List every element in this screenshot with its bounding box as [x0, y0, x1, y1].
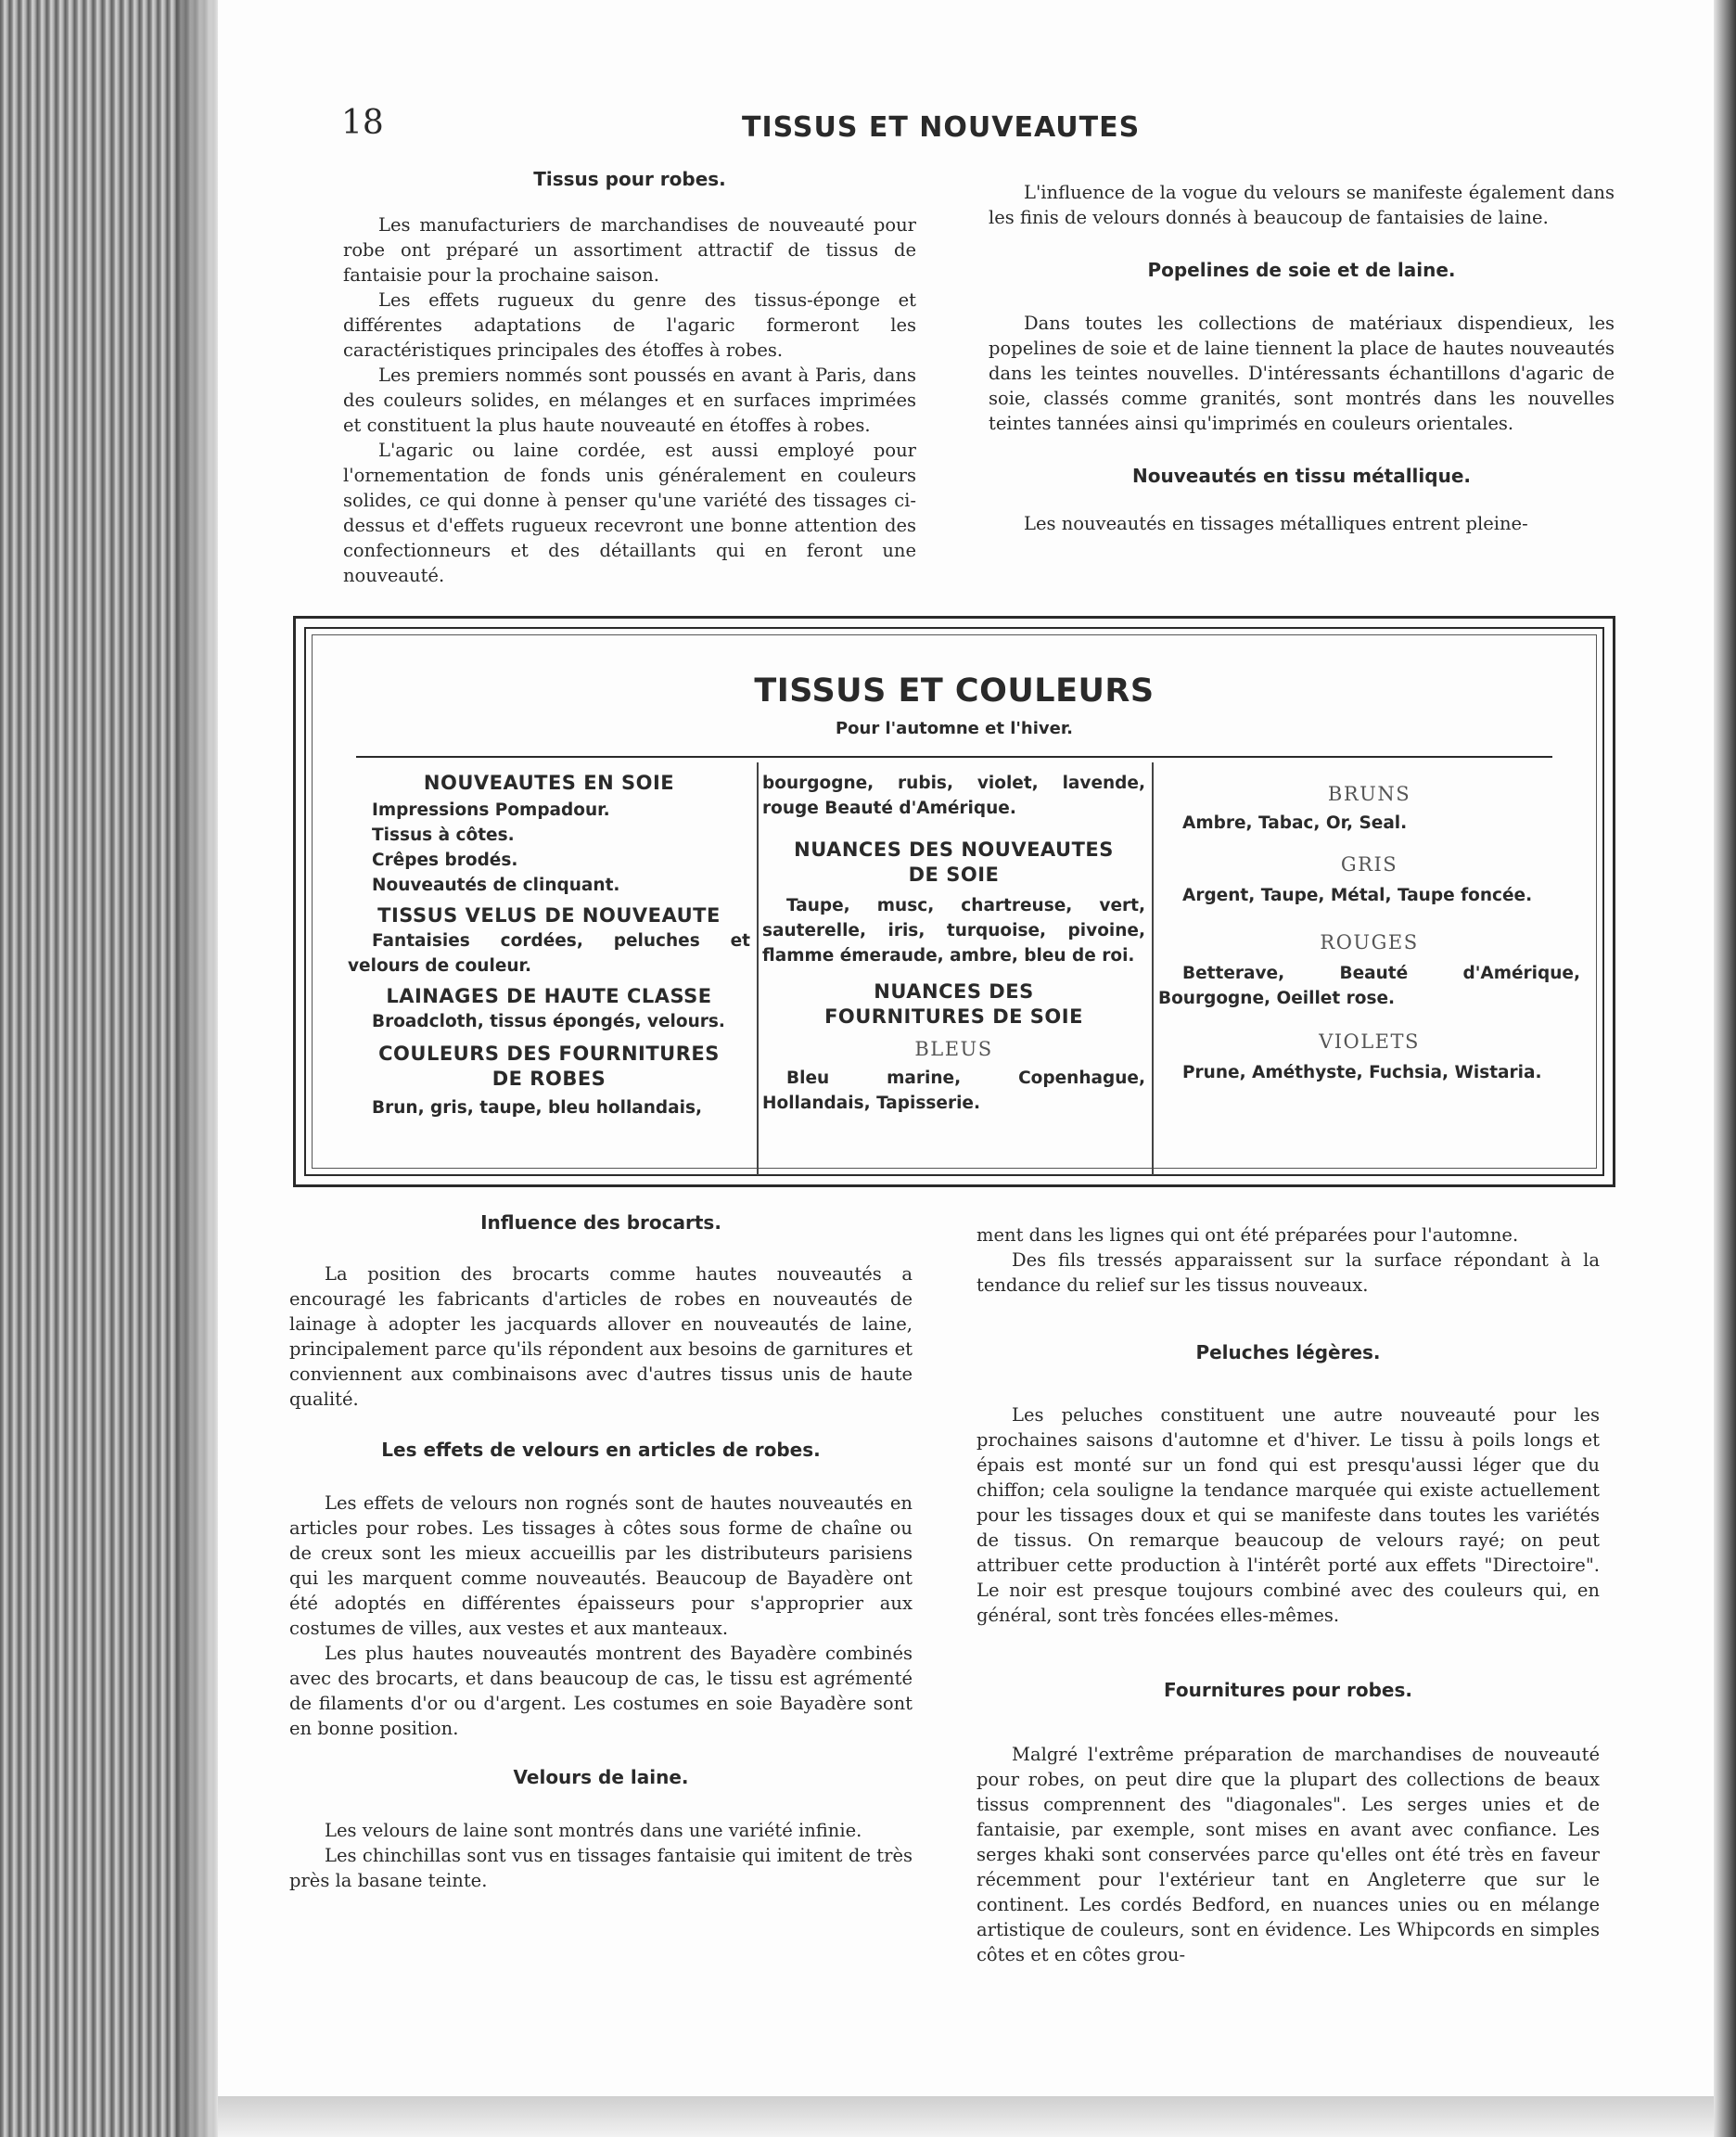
category-heading: ROUGES	[1320, 931, 1419, 953]
category-text: Fantaisies cordées, peluches et velours de couleur.	[348, 931, 750, 976]
category-text: Brun, gris, taupe, bleu hollandais,	[372, 1098, 703, 1118]
category-text: Prune, Améthyste, Fuchsia, Wistaria.	[1182, 1063, 1542, 1082]
category-heading: COULEURS DES FOURNITURES DE ROBES	[378, 1043, 720, 1090]
category-heading: VIOLETS	[1319, 1030, 1420, 1053]
category-heading: TISSUS VELUS DE NOUVEAUTE	[377, 904, 721, 927]
category-heading: NUANCES DES NOUVEAUTES DE SOIE	[794, 838, 1114, 886]
paragraph: Des fils tressés apparaissent sur la surface répondant à la tendance du relief sur les tissus nouveaux.	[976, 1249, 1600, 1296]
category-text: Broadcloth, tissus épongés, velours.	[372, 1012, 725, 1031]
right-page-edge	[1714, 0, 1736, 2137]
top-left-column	[343, 167, 916, 588]
box-column-3	[1158, 782, 1580, 1085]
paragraph: Les velours de laine sont montrés dans une variété infinie.	[325, 1820, 862, 1841]
section-heading: Influence des brocarts.	[480, 1211, 721, 1234]
paragraph: Les peluches constituent une autre nouveauté pour les prochaines saisons d'automne et d'hiver. Le tissu à poils longs et épais est monté sur un fond qui est presqu'aussi léger que du chiffon; cela souligne la tendance marquée qui existe actuellement pour les tissages doux et qui se manifeste dans toutes les variétés de tissus. On remarque beaucoup de velours rayé; on peut attribuer cette production à l'intérêt porté aux effets "Directoire". Le noir est presque toujours combiné avec des couleurs qui, en général, sont très foncées elles-mêmes.	[976, 1404, 1600, 1626]
paragraph: La position des brocarts comme hautes nouveautés a encouragé les fabricants d'articles de robes en nouveautés de lainage à adopter les jacquards allover en nouveautés de laine, principalement parce qu'ils répondent aux besoins de garnitures et conviennent aux combinaisons avec d'autres tissus unis de haute qualité.	[289, 1263, 913, 1410]
list-item: Crêpes brodés.	[372, 851, 518, 870]
section-heading: Tissus pour robes.	[533, 168, 726, 190]
tissus-couleurs-box	[293, 616, 1615, 1187]
category-text: Bleu marine, Copenhague, Hollandais, Tapisserie.	[762, 1068, 1145, 1113]
paragraph: Les nouveautés en tissages métalliques entrent pleine-	[1024, 513, 1528, 534]
category-text: Argent, Taupe, Métal, Taupe foncée.	[1182, 886, 1533, 905]
bottom-right-column	[976, 1222, 1600, 1967]
box-title: TISSUS ET COULEURS	[754, 672, 1155, 710]
box-rule	[356, 756, 1552, 758]
category-text: Ambre, Tabac, Or, Seal.	[1182, 813, 1408, 833]
section-heading: Velours de laine.	[513, 1766, 689, 1788]
list-item: Impressions Pompadour.	[372, 800, 610, 820]
column-divider	[757, 762, 759, 1175]
paragraph: L'influence de la vogue du velours se manifeste également dans les finis de velours donnés à beaucoup de fantaisies de laine.	[989, 182, 1615, 228]
category-heading: BRUNS	[1327, 783, 1411, 805]
category-heading: NOUVEAUTES EN SOIE	[423, 772, 675, 794]
box-column-1	[348, 771, 750, 1120]
running-head: TISSUS ET NOUVEAUTES	[742, 111, 1141, 144]
paragraph: Les effets de velours non rognés sont de hautes nouveautés en articles pour robes. Les tissages à côtes sous forme de chaîne ou de creux sont les mieux accueillis par les distributeurs parisiens qui les marquent comme nouveautés. Beaucoup de Bayadère ont été adoptés en différentes épaisseurs pour s'approprier aux costumes de villes, aux vestes et aux manteaux.	[289, 1492, 913, 1639]
list-item: Tissus à côtes.	[372, 825, 515, 845]
column-divider	[1152, 762, 1154, 1175]
category-text: Taupe, musc, chartreuse, vert, sauterelle, iris, turquoise, pivoine, flamme émeraude, ambre, bleu de roi.	[762, 896, 1145, 966]
page-bottom-shadow	[218, 2096, 1714, 2137]
box-column-2	[762, 771, 1145, 1116]
paragraph: Dans toutes les collections de matériaux dispendieux, les popelines de soie et de laine tiennent la place de hautes nouveautés dans les teintes nouvelles. D'intéressants échantillons d'agaric de soie, classés comme granités, sont montrés dans les nouvelles teintes tannées ainsi qu'imprimés en couleurs orientales.	[989, 313, 1615, 434]
list-item: Nouveautés de clinquant.	[372, 876, 620, 895]
paragraph: Les effets rugueux du genre des tissus-éponge et différentes adaptations de l'agaric formeront les caractéristiques principales des étoffes à robes.	[343, 289, 916, 361]
paragraph: Malgré l'extrême préparation de marchandises de nouveauté pour robes, on peut dire que la plupart des collections de beaux tissus comprennent des "diagonales". Les serges unies et de fantaisie, par exemple, sont mises en avant avec confiance. Les serges khaki sont conservées parce qu'elles ont été très en faveur récemment pour l'extérieur tant en Angleterre que sur le continent. Les cordés Bedford, en nuances unies ou en mélange artistique de couleurs, sont en évidence. Les Whipcords en simples côtes et en côtes grou-	[976, 1744, 1600, 1965]
paragraph: Les manufacturiers de marchandises de nouveauté pour robe ont préparé un assortiment attractif de tissus de fantaisie pour la prochaine saison.	[343, 214, 916, 286]
section-heading: Nouveautés en tissu métallique.	[1132, 465, 1471, 487]
category-heading: NUANCES DES FOURNITURES DE SOIE	[824, 980, 1083, 1028]
page-number: 18	[341, 104, 384, 142]
category-heading: LAINAGES DE HAUTE CLASSE	[386, 985, 712, 1007]
box-subtitle: Pour l'automne et l'hiver.	[835, 719, 1073, 738]
category-heading: GRIS	[1340, 853, 1398, 876]
top-right-column	[989, 180, 1615, 536]
bottom-left-column	[289, 1210, 913, 1893]
category-text: bourgogne, rubis, violet, lavende, rouge Beauté d'Amérique.	[762, 774, 1145, 818]
paragraph: Les chinchillas sont vus en tissages fantaisie qui imitent de très près la basane teinte.	[289, 1845, 913, 1891]
paragraph: Les premiers nommés sont poussés en avant à Paris, dans des couleurs solides, en mélanges et en surfaces imprimées et constituent la plus haute nouveauté en étoffes à robes.	[343, 365, 916, 436]
section-heading: Fournitures pour robes.	[1164, 1679, 1412, 1701]
section-heading: Popelines de soie et de laine.	[1147, 259, 1456, 281]
section-heading: Peluches légères.	[1195, 1341, 1381, 1363]
section-heading: Les effets de velours en articles de robes.	[381, 1439, 821, 1461]
category-heading: BLEUS	[914, 1038, 993, 1060]
category-text: Betterave, Beauté d'Amérique, Bourgogne, Oeillet rose.	[1158, 964, 1580, 1008]
paragraph: ment dans les lignes qui ont été préparées pour l'automne.	[976, 1224, 1519, 1246]
paragraph: L'agaric ou laine cordée, est aussi employé pour l'ornementation de fonds unis généralement en couleurs solides, ce qui donne à penser qu'une variété des tissages ci-dessus et d'effets rugueux recevront une bonne attention des confectionneurs et des détaillants qui en feront une nouveauté.	[343, 440, 916, 586]
binding-shadow	[176, 0, 218, 2137]
paragraph: Les plus hautes nouveautés montrent des Bayadère combinés avec des brocarts, et dans beaucoup de cas, le tissu est agrémenté de filaments d'or ou d'argent. Les costumes en soie Bayadère sont en bonne position.	[289, 1643, 913, 1739]
